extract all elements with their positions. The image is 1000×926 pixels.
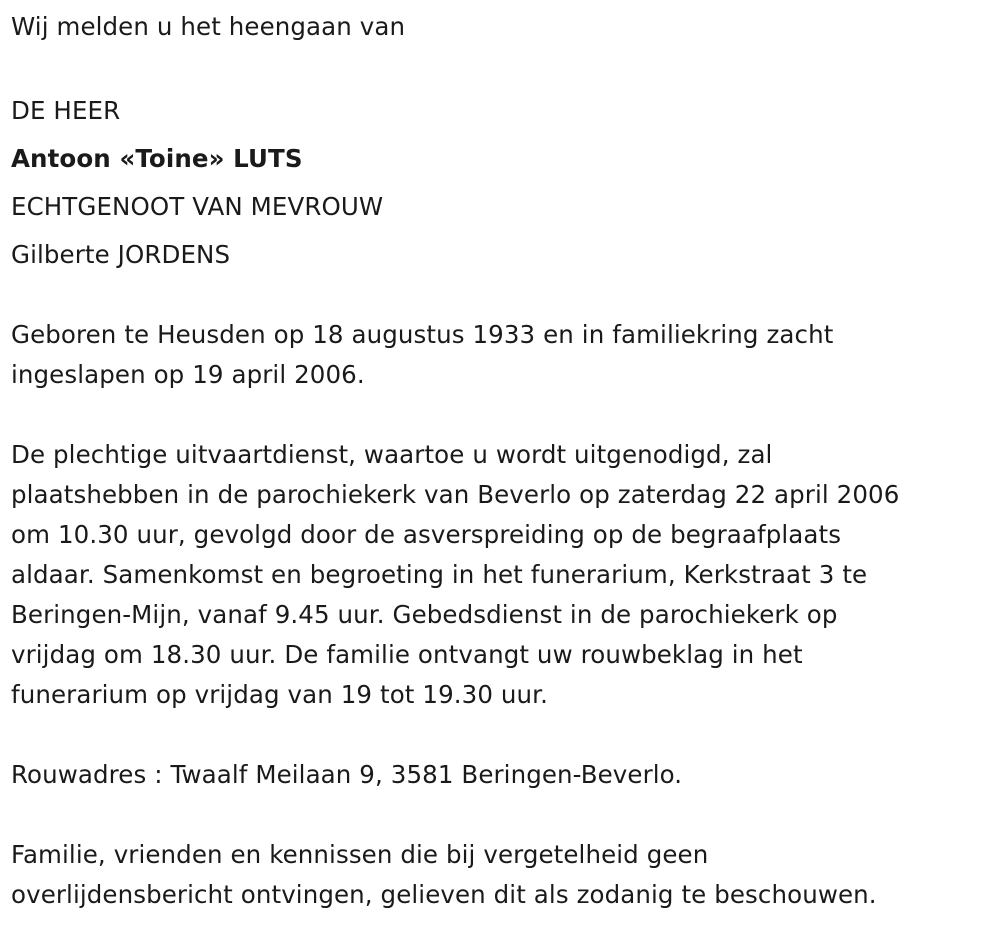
birth-death-line: Geboren te Heusden op 18 augustus 1933 en in familiekring zacht [11,320,834,349]
service-line: om 10.30 uur, gevolgd door de asverspreiding op de begraafplaats [11,520,842,549]
closing-line: overlijdensbericht ontvingen, gelieven dit als zodanig te beschouwen. [11,880,877,909]
spacer [11,715,986,755]
address-line: Rouwadres : Twaalf Meilaan 9, 3581 Beringen-Beverlo. [11,760,683,789]
intro-text: Wij melden u het heengaan van [11,12,406,41]
service-line: aldaar. Samenkomst en begroeting in het funerarium, Kerkstraat 3 te [11,560,868,589]
service-line: vrijdag om 18.30 uur. De familie ontvangt uw rouwbeklag in het [11,640,803,669]
spouse-label: ECHTGENOOT VAN MEVROUW [11,192,384,221]
service-line: funerarium op vrijdag van 19 tot 19.30 uur. [11,680,548,709]
title-text: DE HEER [11,96,121,125]
service-line: De plechtige uitvaartdienst, waartoe u wordt uitgenodigd, zal [11,440,773,469]
spacer [11,395,986,435]
spacer [11,795,986,835]
spouse-name: Gilberte JORDENS [11,240,231,269]
service-line: plaatshebben in de parochiekerk van Beverlo op zaterdag 22 april 2006 [11,480,900,509]
deceased-name: Antoon «Toine» LUTS [11,144,303,173]
service-line: Beringen-Mijn, vanaf 9.45 uur. Gebedsdienst in de parochiekerk op [11,600,838,629]
spacer [11,279,986,315]
closing-line: Familie, vrienden en kennissen die bij vergetelheid geen [11,840,709,869]
spacer [11,47,986,87]
obituary-document [11,7,986,915]
birth-death-line: ingeslapen op 19 april 2006. [11,360,365,389]
